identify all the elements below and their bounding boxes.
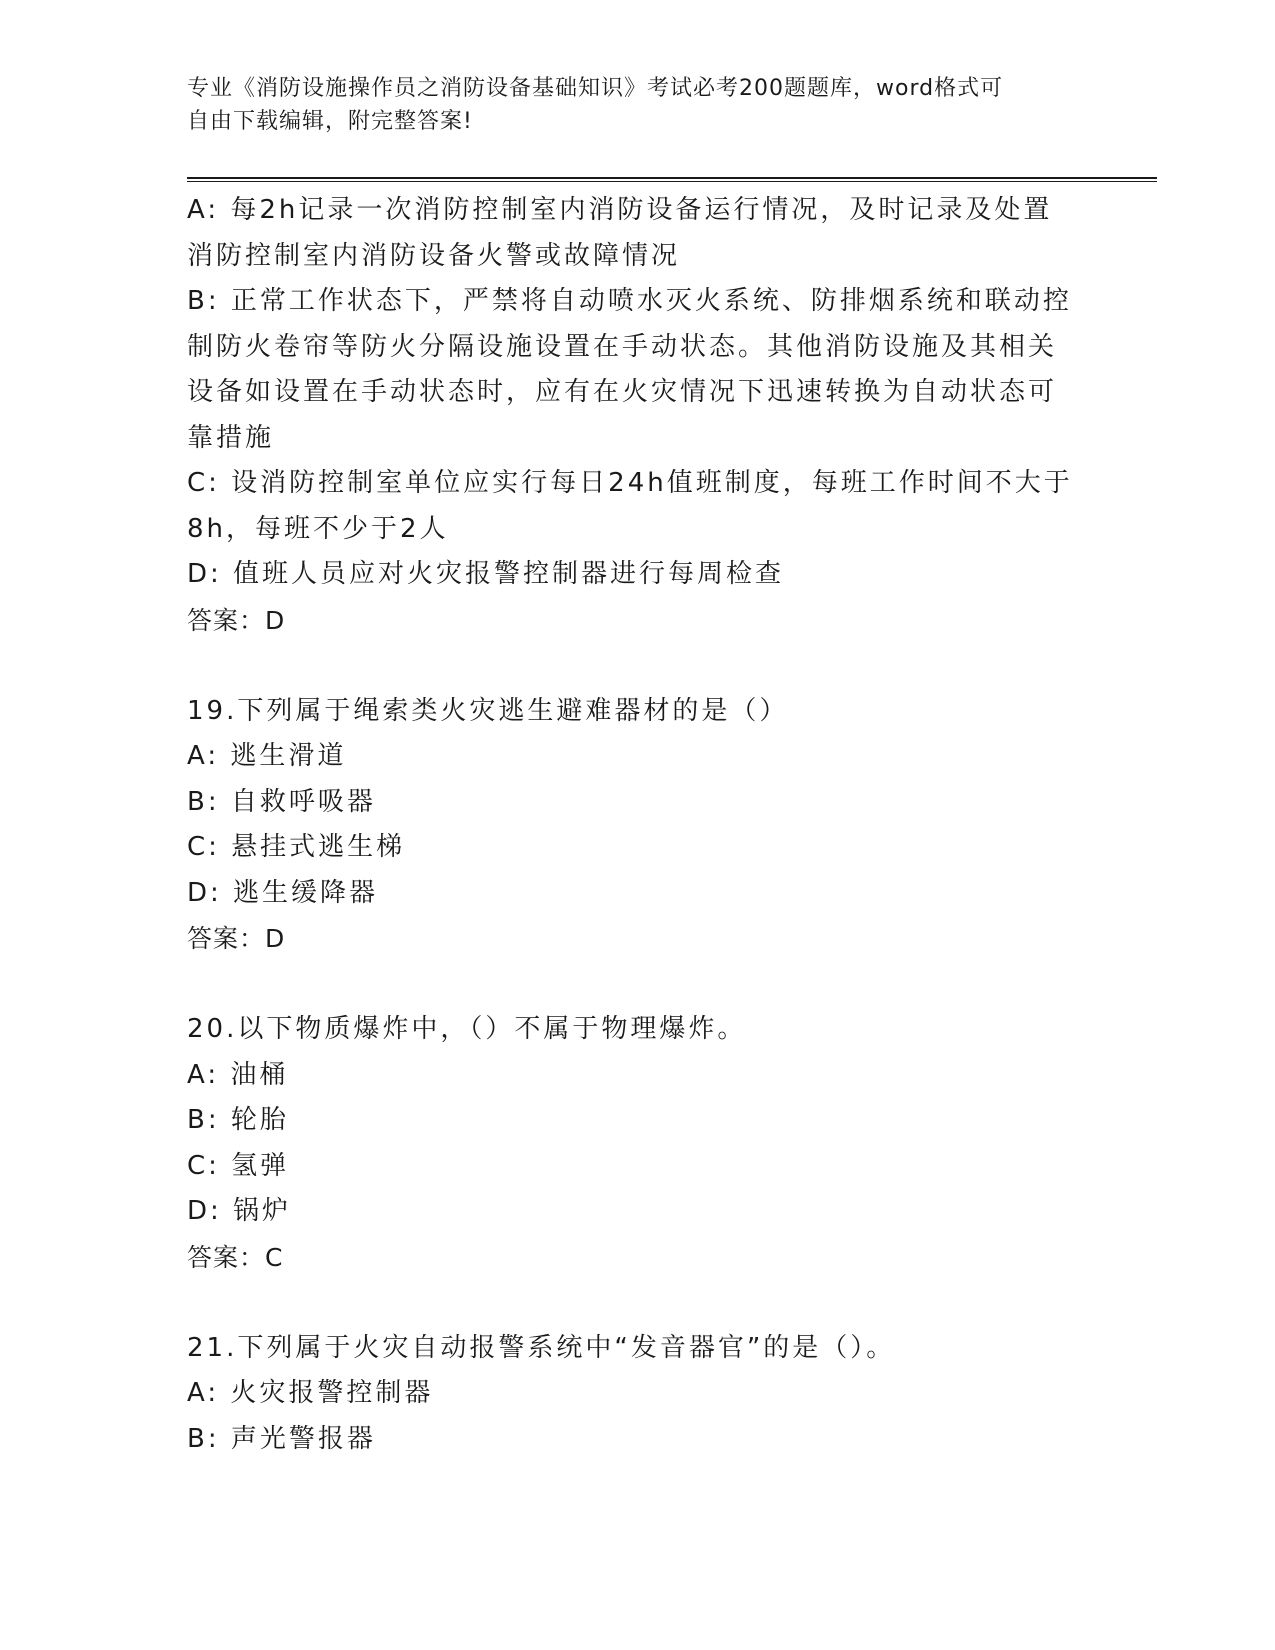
q19-option-b: B: 自救呼吸器: [187, 786, 376, 817]
q20-question: 20.以下物质爆炸中，（）不属于物理爆炸。: [187, 1014, 747, 1044]
q18-option-b-line-2: 制防火卷帘等防火分隔设施设置在手动状态。其他消防设施及其相关: [187, 331, 1058, 362]
question-20: [187, 1007, 1087, 1280]
q19-answer: 答案：D: [187, 924, 286, 953]
q19-question: 19.下列属于绳索类火灾逃生避难器材的是（）: [187, 695, 789, 726]
question-19: [187, 689, 1087, 962]
q21-option-a: A: 火灾报警控制器: [187, 1378, 434, 1408]
q20-option-a: A: 油桶: [187, 1059, 289, 1090]
q18-option-b-line-1: B: 正常工作状态下，严禁将自动喷水灭火系统、防排烟系统和联动控: [187, 286, 1072, 316]
header-divider: [187, 177, 1157, 182]
q21-option-b: B: 声光警报器: [187, 1423, 376, 1454]
document-header: [187, 72, 1067, 138]
q20-option-c: C: 氢弹: [187, 1150, 290, 1181]
q18-option-d: D: 值班人员应对火灾报警控制器进行每周检查: [187, 559, 785, 589]
q20-option-d: D: 锅炉: [187, 1196, 292, 1226]
question-list: [187, 188, 1087, 1462]
q18-answer: 答案：D: [187, 605, 286, 635]
q18-option-c-line-2: 8h，每班不少于2人: [187, 513, 449, 544]
header-line-1: 专业《消防设施操作员之消防设备基础知识》考试必考200题题库，word格式可: [187, 76, 1004, 101]
question-spacer: [187, 1280, 1087, 1326]
q20-answer: 答案：C: [187, 1242, 284, 1272]
q18-option-a-line-1: A: 每2h记录一次消防控制室内消防设备运行情况，及时记录及处置: [187, 195, 1053, 225]
q19-option-c: C: 悬挂式逃生梯: [187, 832, 406, 862]
question-spacer: [187, 962, 1087, 1008]
q19-option-a: A: 逃生滑道: [187, 741, 347, 771]
question-21: [187, 1326, 1087, 1463]
question-spacer: [187, 643, 1087, 689]
q18-option-a-line-2: 消防控制室内消防设备火警或故障情况: [187, 240, 681, 271]
q18-option-b-line-3: 设备如设置在手动状态时，应有在火灾情况下迅速转换为自动状态可: [187, 377, 1058, 407]
question-18: [187, 188, 1087, 643]
q20-option-b: B: 轮胎: [187, 1105, 289, 1135]
q21-question: 21.下列属于火灾自动报警系统中“发音器官”的是（）。: [187, 1332, 896, 1363]
q18-option-b-line-4: 靠措施: [187, 422, 275, 453]
q18-option-c-line-1: C: 设消防控制室单位应实行每日24h值班制度，每班工作时间不大于: [187, 468, 1073, 498]
header-line-2: 自由下载编辑，附完整答案!: [187, 109, 473, 134]
q19-option-d: D: 逃生缓降器: [187, 877, 379, 908]
